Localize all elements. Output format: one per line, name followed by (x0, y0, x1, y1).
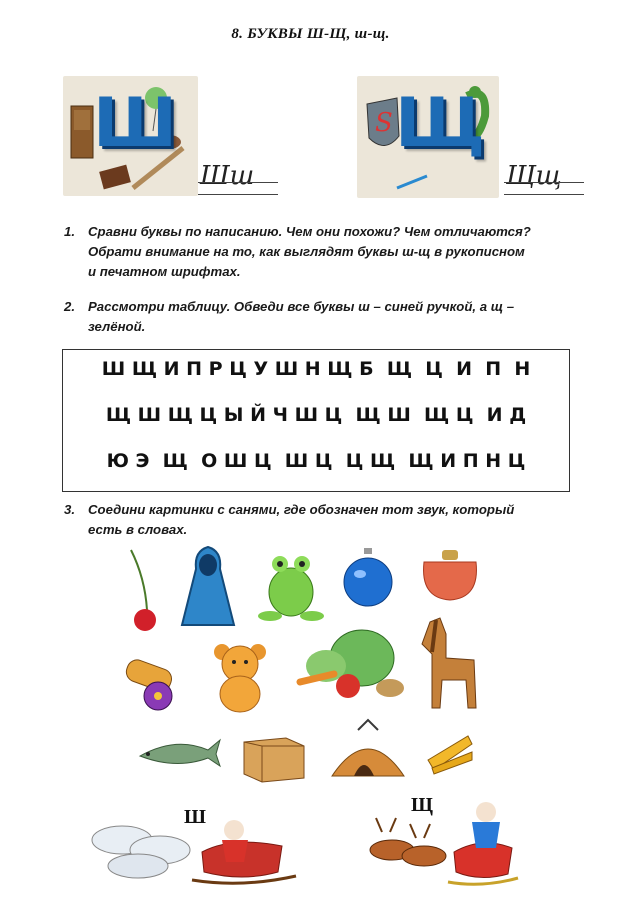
box-icon (240, 728, 308, 784)
script-letter-shcha: Щщ (506, 161, 562, 191)
script-baseline (198, 194, 278, 195)
hut-icon (328, 716, 408, 780)
letter-table-row: Ю Э Щ О Ш Ц Ш Ц Ц Щ Щ И П Н Ц (106, 450, 526, 472)
task-text: и печатном шрифтах. (88, 264, 241, 279)
task-text: есть в словах. (88, 522, 188, 537)
task-2 (64, 297, 604, 337)
page-title: 8. БУКВЫ Ш-Щ, ш-щ. (231, 26, 390, 42)
task-text: Обрати внимание на то, как выглядят буквы ш-щ в рукописном (88, 244, 525, 259)
cherry-icon (125, 548, 165, 634)
print-letter-shcha: Щ (395, 84, 486, 163)
task-number: 2. (64, 299, 75, 314)
teddy-bear-icon (208, 640, 272, 714)
letter-table-row: Ш Щ И П Р Ц У Ш Н Щ Б Щ Ц И П Н (101, 358, 531, 380)
cloak-icon (176, 543, 240, 631)
vegetables-icon (290, 622, 410, 704)
task-number: 3. (64, 502, 75, 517)
task-text: Соедини картинки с санями, где обозначен тот звук, который (88, 502, 515, 517)
script-baseline (198, 182, 278, 183)
print-letter-sha: Ш (93, 84, 178, 163)
svg-text:S: S (375, 108, 393, 138)
letter-shcha-picture (357, 76, 499, 198)
frog-icon (258, 550, 324, 624)
ornament-ball-icon (340, 546, 396, 610)
script-baseline (504, 194, 584, 195)
cannon-icon (118, 646, 194, 716)
script-letter-sha: Шш (200, 161, 255, 191)
pike-fish-icon (136, 732, 222, 772)
task-text: Рассмотри таблицу. Обведи все буквы ш – синей ручкой, а щ – (88, 299, 515, 314)
script-baseline (504, 182, 584, 183)
clothespin-icon (424, 730, 476, 776)
horse-icon (412, 614, 484, 714)
task-1 (64, 222, 604, 282)
task-number: 1. (64, 224, 75, 239)
sleigh-label-sha: Ш (184, 806, 206, 828)
sleigh-label-shcha: Щ (411, 794, 433, 816)
task-text: Сравни буквы по написанию. Чем они похожи? Чем отличаются? (88, 224, 531, 239)
letter-sha-picture (63, 76, 198, 196)
purse-icon (418, 548, 482, 604)
reindeer-sleigh-shcha (362, 792, 524, 890)
task-3 (64, 500, 604, 540)
letter-table-row: Щ Ш Щ Ц Ы Й Ч Ш Ц Щ Ш Щ Ц И Д (105, 404, 527, 426)
task-text: зелёной. (88, 319, 146, 334)
letter-table (62, 349, 570, 492)
